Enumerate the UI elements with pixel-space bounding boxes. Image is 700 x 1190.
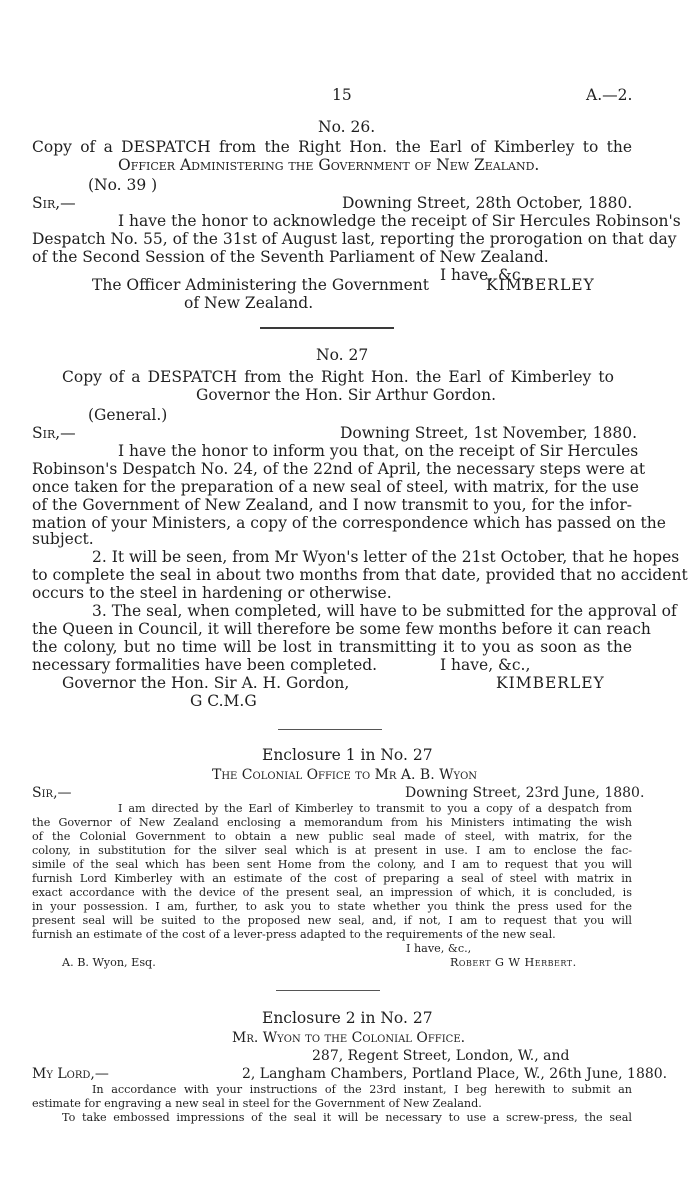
body-line: occurs to the steel in hardening or otherwise.	[32, 584, 392, 602]
body-line: present seal will be suited to the proposed new seal, and, if not, I am to request that you will	[32, 914, 632, 927]
body-line: the Queen in Council, it will therefore be some few months before it can reach	[32, 620, 651, 638]
body-line: Despatch No. 55, of the 31st of August last, reporting the prorogation on that day	[32, 230, 677, 248]
despatch-ref: (No. 39 )	[88, 176, 158, 194]
sender-address: 2, Langham Chambers, Portland Place, W., 26th June, 1880.	[242, 1066, 668, 1082]
sender-address: 287, Regent Street, London, W., and	[312, 1048, 570, 1064]
body-line: I have the honor to acknowledge the receipt of Sir Hercules Robinson's	[118, 212, 681, 230]
enclosure-subheading: Mr. Wyon to the Colonial Office.	[232, 1030, 466, 1046]
body-line: the colony, but no time will be lost in transmitting it to you as soon as the	[32, 638, 632, 656]
body-line: subject.	[32, 530, 94, 548]
body-line: of the Colonial Government to obtain a new public seal made of steel, with matrix, for the	[32, 830, 632, 843]
body-line: In accordance with your instructions of the 23rd instant, I beg herewith to submit an	[92, 1083, 632, 1096]
body-line: 3. The seal, when completed, will have to be submitted for the approval of	[92, 602, 677, 620]
despatch-title-line: Copy of a DESPATCH from the Right Hon. the Earl of Kimberley to the	[32, 138, 632, 156]
despatch-title-line: Governor the Hon. Sir Arthur Gordon.	[196, 386, 497, 404]
signature: Robert G W Herbert.	[450, 956, 577, 969]
body-line: of the Second Session of the Seventh Parliament of New Zealand.	[32, 248, 549, 266]
body-line: Robinson's Despatch No. 24, of the 22nd of April, the necessary steps were at	[32, 460, 646, 478]
page-number: 15	[332, 86, 352, 104]
body-line: colony, in substitution for the silver seal which is at present in use. I am to enclose the fac-	[32, 844, 632, 857]
body-line: in your possession. I am, further, to ask you to state whether you think the press used for the	[32, 900, 632, 913]
section-divider	[276, 990, 380, 991]
address-date: Downing Street, 1st November, 1880.	[340, 424, 638, 442]
body-line: exact accordance with the device of the present seal, an impression of which, it is concluded, is	[32, 886, 632, 899]
addressee: The Officer Administering the Government	[92, 276, 429, 294]
body-line: furnish Lord Kimberley with an estimate of the cost of preparing a seal of steel with matrix in	[32, 872, 632, 885]
body-line: 2. It will be seen, from Mr Wyon's letter of the 21st October, that he hopes	[92, 548, 680, 566]
addressee: of New Zealand.	[184, 294, 314, 312]
body-line: furnish an estimate of the cost of a lever-press adapted to the requirements of the new seal.	[32, 928, 556, 941]
body-line: to complete the seal in about two months from that date, provided that no accident	[32, 566, 688, 584]
closing: I have, &c.,	[440, 266, 531, 284]
body-line: mation of your Ministers, a copy of the correspondence which has passed on the	[32, 514, 666, 532]
despatch-title-line: Officer Administering the Government of New Zealand.	[118, 156, 540, 174]
salutation: My Lord,—	[32, 1066, 109, 1082]
body-line: the Governor of New Zealand enclosing a memorandum from his Ministers intimating the wish	[32, 816, 632, 829]
closing: I have, &c.,	[440, 656, 531, 674]
despatch-number: No. 27	[316, 346, 369, 364]
despatch-number: No. 26.	[318, 118, 376, 136]
salutation: Sir,—	[32, 785, 72, 801]
body-line: I am directed by the Earl of Kimberley to transmit to you a copy of a despatch from	[118, 802, 632, 815]
body-line: of the Government of New Zealand, and I now transmit to you, for the infor-	[32, 496, 632, 514]
signature: KIMBERLEY	[486, 276, 595, 294]
despatch-ref: (General.)	[88, 406, 168, 424]
salutation: Sir,—	[32, 194, 76, 212]
body-line: once taken for the preparation of a new seal of steel, with matrix, for the use	[32, 478, 639, 496]
section-divider	[278, 729, 382, 730]
addressee: G C.M.G	[190, 692, 257, 710]
enclosure-heading: Enclosure 1 in No. 27	[262, 746, 433, 764]
signature: KIMBERLEY	[496, 674, 605, 692]
enclosure-heading: Enclosure 2 in No. 27	[262, 1009, 433, 1027]
despatch-title-line: Copy of a DESPATCH from the Right Hon. the Earl of Kimberley to	[62, 368, 614, 386]
page-reference: A.—2.	[586, 86, 633, 104]
body-line: To take embossed impressions of the seal it will be necessary to use a screw-press, the seal	[62, 1111, 632, 1124]
enclosure-subheading: The Colonial Office to Mr A. B. Wyon	[212, 767, 478, 783]
body-line: simile of the seal which has been sent Home from the colony, and I am to request that you will	[32, 858, 632, 871]
addressee: Governor the Hon. Sir A. H. Gordon,	[62, 674, 350, 692]
body-line: necessary formalities have been completed.	[32, 656, 378, 674]
addressee: A. B. Wyon, Esq.	[62, 956, 156, 969]
closing: I have, &c.,	[406, 942, 472, 955]
address-date: Downing Street, 23rd June, 1880.	[405, 785, 645, 801]
address-date: Downing Street, 28th October, 1880.	[342, 194, 633, 212]
section-divider	[260, 327, 394, 329]
salutation: Sir,—	[32, 424, 76, 442]
body-line: I have the honor to inform you that, on the receipt of Sir Hercules	[118, 442, 639, 460]
body-line: estimate for engraving a new seal in steel for the Government of New Zealand.	[32, 1097, 482, 1110]
